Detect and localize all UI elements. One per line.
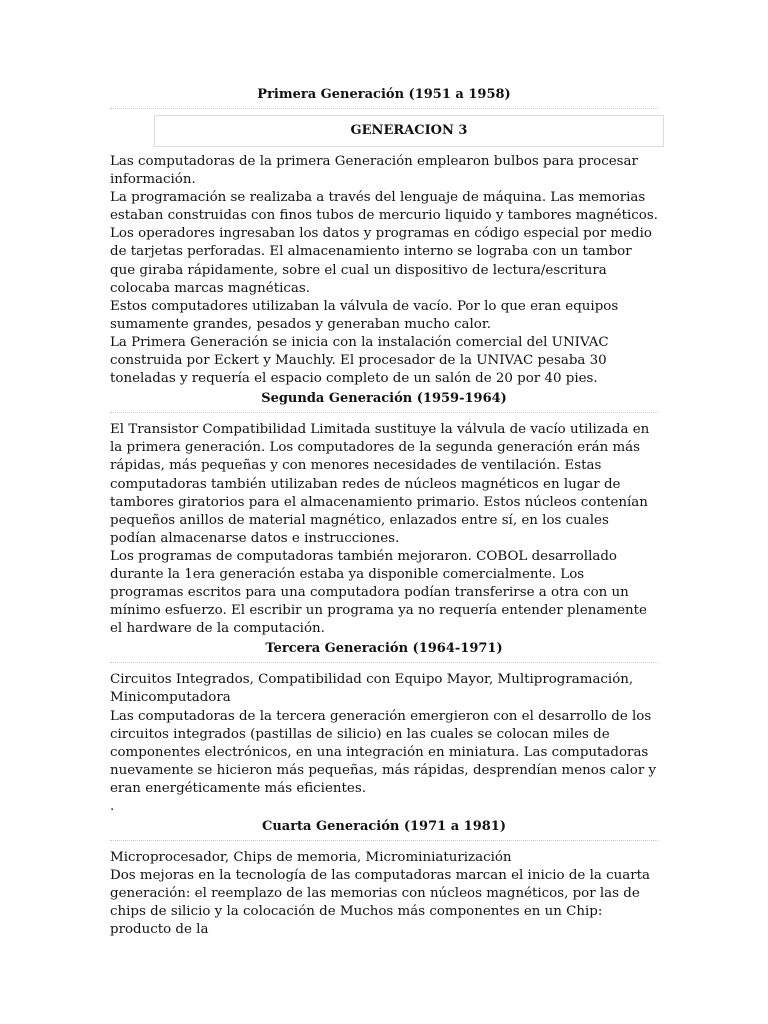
paragraph: Estos computadores utilizaban la válvula de vacío. Por lo que eran equipos sumamente grandes, pesados y generaban mucho calor. — [110, 298, 619, 332]
paragraph: Los programas de computadoras también mejoraron. COBOL desarrollado durante la 1era generación estaba ya disponible comercialmente. Los programas escritos para una computadora podían transferirse a otra con un mínimo esfuerzo. El escribir un programa ya no requería entender plenamente el hardware de la computación. — [110, 548, 647, 637]
paragraph: . — [110, 799, 115, 814]
section-tercera-generacion — [110, 638, 658, 816]
section-heading: Primera Generación (1951 a 1958) — [110, 84, 658, 109]
paragraph: La programación se realizaba a través del lenguaje de máquina. Las memorias estaban construidas con finos tubos de mercurio liquido y tambores magnéticos. Los operadores ingresaban los datos y programas en código especial por medio de tarjetas perforadas. El almacenamiento interno se lograba con un tambor que giraba rápidamente, sobre el cual un dispositivo de lectura/escritura colocaba marcas magnéticas. — [110, 190, 658, 296]
paragraph: La Primera Generación se inicia con la instalación comercial del UNIVAC construida por Eckert y Mauchly. El procesador de la UNIVAC pesaba 30 toneladas y requería el espacio completo de un salón de 20 por 40 pies. — [110, 334, 609, 387]
section-primera-generacion — [110, 84, 658, 388]
section-cuarta-generacion — [110, 816, 658, 939]
paragraph: El Transistor Compatibilidad Limitada sustituye la válvula de vacío utilizada en la primera generación. Los computadores de la segunda generación erán más rápidas, más pequeñas y con menores necesidades de ventilación. Estas computadoras también utilizaban redes de núcleos magnéticos en lugar de tambores giratorios para el almacenamiento primario. Estos núcleos contenían pequeños anillos de material magnético, enlazados entre sí, en los cuales podían almacenarse datos e instrucciones. — [110, 422, 650, 546]
section-heading: Segunda Generación (1959-1964) — [110, 388, 658, 413]
document-page — [110, 84, 658, 940]
boxed-heading: GENERACION 3 — [154, 115, 664, 147]
section-heading: Tercera Generación (1964-1971) — [110, 638, 658, 663]
section-heading: Cuarta Generación (1971 a 1981) — [110, 816, 658, 841]
paragraph: Las computadoras de la tercera generación emergieron con el desarrollo de los circuitos integrados (pastillas de silicio) en las cuales se colocan miles de componentes electrónicos, en una integración en miniatura. Las computadoras nuevamente se hicieron más pequeñas, más rápidas, desprendían menos calor y eran energéticamente más eficientes. — [110, 708, 657, 796]
paragraph: Microprocesador, Chips de memoria, Microminiaturización — [110, 850, 512, 866]
section-segunda-generacion — [110, 388, 658, 638]
paragraph: Las computadoras de la primera Generación emplearon bulbos para procesar información. — [110, 154, 638, 188]
paragraph: Dos mejoras en la tecnología de las computadoras marcan el inicio de la cuarta generación: el reemplazo de las memorias con núcleos magnéticos, por las de chips de silicio y la colocación de Muchos más componentes en un Chip: producto de la — [110, 868, 650, 938]
paragraph: Circuitos Integrados, Compatibilidad con Equipo Mayor, Multiprogramación, Minicomputadora — [110, 672, 634, 706]
